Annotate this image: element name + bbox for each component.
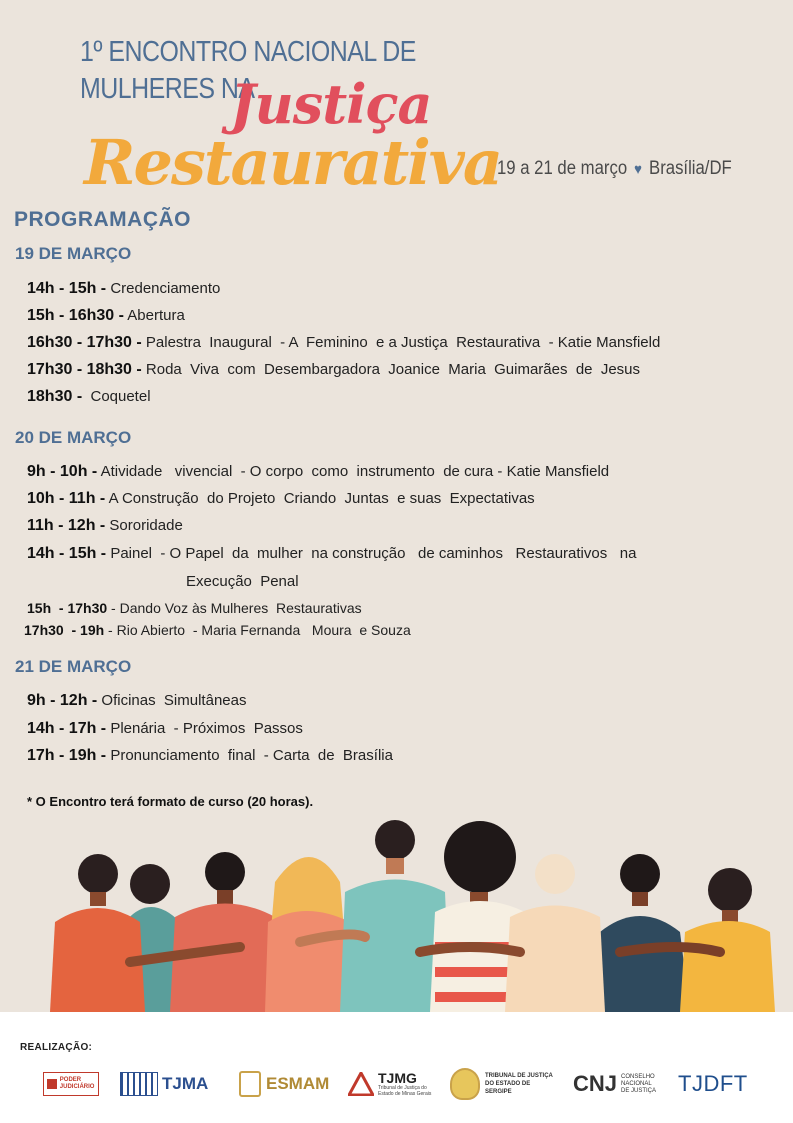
schedule-time: 18h30 - (27, 388, 83, 405)
logo-tjmg: TJMG Tribunal de Justiça do Estado de Minas Gerais (348, 1067, 438, 1101)
schedule-text: Palestra Inaugural - A Feminino e a Justiça Restaurativa - Katie Mansfield (145, 334, 661, 351)
logo-tjdft: TJDFT (678, 1071, 748, 1096)
schedule-row (27, 517, 183, 535)
logo-esmam: ESMAM (239, 1067, 329, 1101)
course-note: * O Encontro terá formato de curso (20 horas). (27, 794, 314, 809)
schedule-time: 15h - 17h30 (27, 600, 108, 616)
schedule-text: Roda Viva com Desembargadora Joanice Maria Guimarães de Jesus (145, 361, 641, 378)
schedule-row (27, 600, 362, 616)
schedule-text: Oficinas Simultâneas (101, 692, 247, 709)
schedule-text: Pronunciamento final - Carta de Brasília (110, 747, 393, 764)
schedule-text: Painel - O Papel da mulher na construção de caminhos Restaurativos na (110, 545, 637, 562)
schedule-time: 14h - 17h - (27, 720, 107, 737)
schedule-text: Atividade vivencial - O corpo como instrumento de cura - Katie Mansfield (100, 463, 610, 480)
schedule-row-continuation (186, 573, 299, 590)
schedule-time: 10h - 11h - (27, 490, 106, 507)
schedule-row (27, 463, 609, 481)
schedule-text: - Dando Voz às Mulheres Restaurativas (107, 600, 362, 616)
schedule-text: Credenciamento (110, 280, 221, 297)
schedule-text: A Construção do Projeto Criando Juntas e suas Expectativas (108, 490, 535, 507)
footer (0, 1012, 793, 1123)
schedule-time: 14h - 15h - (27, 280, 107, 297)
schedule-text: Execução Penal (186, 573, 299, 590)
date-location (497, 158, 732, 180)
title-script-justica: Justiça (230, 72, 432, 136)
title-line-1: 1º ENCONTRO NACIONAL DE (80, 36, 416, 68)
logo-cnj: CNJ CONSELHO NACIONAL DE JUSTIÇA (573, 1071, 657, 1096)
event-dates: 19 a 21 de março (497, 158, 628, 179)
schedule-time: 16h30 - 17h30 - (27, 334, 142, 351)
schedule-text: Plenária - Próximos Passos (110, 720, 303, 737)
title-script-restaurativa: Restaurativa (84, 126, 501, 199)
schedule-row (24, 622, 411, 638)
schedule-row (27, 334, 660, 352)
schedule-time: 9h - 10h - (27, 463, 98, 480)
schedule-text: - Rio Abierto - Maria Fernanda Moura e Souza (104, 622, 411, 638)
schedule-text: Coquetel (86, 388, 151, 405)
schedule-row (27, 747, 393, 765)
tjmg-triangle-icon (348, 1072, 374, 1096)
schedule-row (27, 720, 303, 738)
schedule-time: 14h - 15h - (27, 545, 107, 562)
schedule-time: 17h30 - 19h (24, 622, 105, 638)
schedule-time: 17h - 19h - (27, 747, 107, 764)
schedule-time: 9h - 12h - (27, 692, 98, 709)
event-location: Brasília/DF (649, 158, 732, 179)
heart-icon: ♥ (634, 161, 643, 178)
logo-poder-judiciario: PODER JUDICIÁRIO (43, 1067, 99, 1101)
schedule-time: 17h30 - 18h30 - (27, 361, 142, 378)
day-heading-21: 21 DE MARÇO (15, 657, 132, 676)
schedule-row (27, 692, 246, 710)
logo-tjma: TJMA (120, 1067, 208, 1101)
schedule-row (27, 490, 535, 508)
logo-tjse: TRIBUNAL DE JUSTIÇA DO ESTADO DE SERGIPE (450, 1067, 555, 1101)
footer-label: REALIZAÇÃO: (20, 1042, 93, 1053)
program-title: PROGRAMAÇÃO (14, 208, 191, 231)
schedule-time: 11h - 12h - (27, 517, 106, 534)
schedule-text: Abertura (127, 307, 185, 324)
day-heading-20: 20 DE MARÇO (15, 428, 132, 447)
schedule-row (27, 388, 151, 406)
schedule-text: Sororidade (109, 517, 183, 534)
title-line-2: MULHERES NA (80, 73, 255, 105)
schedule-row (27, 545, 636, 563)
day-heading-19: 19 DE MARÇO (15, 244, 132, 263)
schedule-row (27, 280, 220, 298)
women-embracing-illustration (0, 812, 793, 1012)
schedule-row (27, 361, 640, 379)
schedule-row (27, 307, 185, 325)
schedule-time: 15h - 16h30 - (27, 307, 124, 324)
